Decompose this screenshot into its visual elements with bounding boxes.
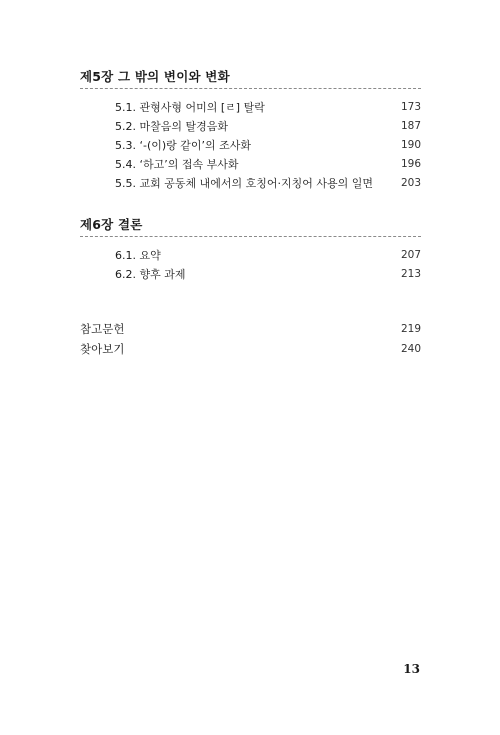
toc-entry[interactable] xyxy=(80,246,421,265)
section-page-number: 213 xyxy=(400,268,421,280)
section-page-number: 196 xyxy=(400,158,421,170)
chapter-divider xyxy=(80,88,421,89)
chapter-6 xyxy=(80,217,421,284)
backmatter-title: 참고문헌 xyxy=(80,322,125,336)
backmatter-title: 찾아보기 xyxy=(80,342,125,356)
toc-entry[interactable] xyxy=(80,155,421,174)
folio-page-number: 13 xyxy=(403,662,420,676)
toc-entry[interactable] xyxy=(80,174,421,193)
chapter-divider xyxy=(80,236,421,237)
section-list xyxy=(80,246,421,284)
backmatter-entry[interactable] xyxy=(80,319,421,339)
chapter-title: 제6장 결론 xyxy=(80,217,143,232)
chapter-5 xyxy=(80,69,421,193)
section-title: 6.1. 요약 xyxy=(115,249,161,262)
section-page-number: 187 xyxy=(400,120,421,132)
toc-entry[interactable] xyxy=(80,98,421,117)
backmatter-list xyxy=(80,319,421,359)
section-page-number: 203 xyxy=(400,177,421,189)
section-title: 6.2. 향후 과제 xyxy=(115,268,186,281)
section-list xyxy=(80,98,421,193)
backmatter-page-number: 240 xyxy=(400,343,421,355)
toc-entry[interactable] xyxy=(80,136,421,155)
section-title: 5.1. 관형사형 어미의 [ㄹ] 탈락 xyxy=(115,101,265,114)
section-page-number: 190 xyxy=(400,139,421,151)
toc-entry[interactable] xyxy=(80,117,421,136)
section-title: 5.3. ‘-(이)랑 같이’의 조사화 xyxy=(115,139,252,152)
section-title: 5.5. 교회 공동체 내에서의 호칭어·지칭어 사용의 일면 xyxy=(115,177,373,190)
toc-entry[interactable] xyxy=(80,265,421,284)
section-title: 5.2. 마찰음의 탈경음화 xyxy=(115,120,228,133)
chapter-title: 제5장 그 밖의 변이와 변화 xyxy=(80,69,230,84)
section-title: 5.4. ‘하고’의 접속 부사화 xyxy=(115,158,239,171)
section-page-number: 207 xyxy=(400,249,421,261)
section-page-number: 173 xyxy=(400,101,421,113)
backmatter-entry[interactable] xyxy=(80,339,421,359)
backmatter-page-number: 219 xyxy=(400,323,421,335)
